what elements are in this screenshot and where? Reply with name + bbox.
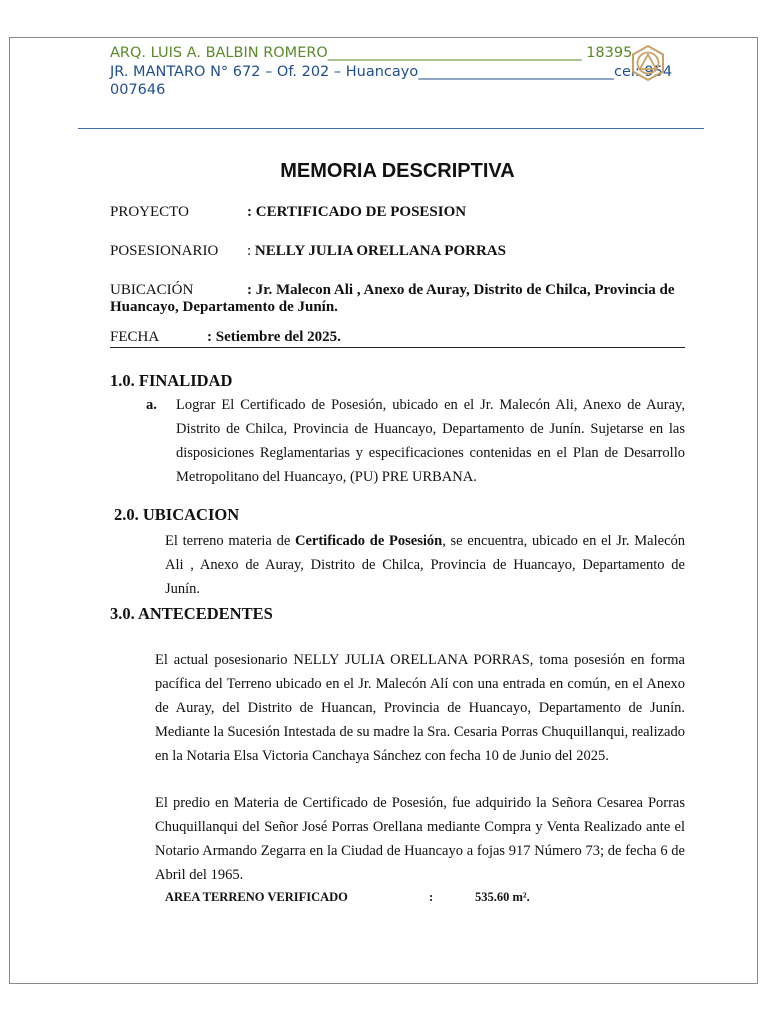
antecedentes-paragraph-2: El predio en Materia de Certificado de Posesión, fue adquirido la Señora Cesarea Porras Chuquillanqui del Señor José Porras Orellana mediante Compra y Venta Realizado ante el Notario Armando Zegarra en la Ciudad de Huancayo a fojas 917 Número 73; de fecha 6 de Abril del 1965. — [155, 795, 685, 883]
field-posesionario — [110, 243, 685, 260]
field-label: POSESIONARIO — [110, 243, 219, 259]
field-label: UBICACIÓN — [110, 282, 194, 298]
ubicacion-text-before: El terreno materia de — [165, 533, 295, 549]
area-label: AREA TERRENO VERIFICADO — [165, 890, 348, 904]
field-value: NELLY JULIA ORELLANA PORRAS — [254, 243, 506, 259]
antecedentes-paragraph-1: El actual posesionario NELLY JULIA ORELLANA PORRAS, toma posesión en forma pacífica del Terreno ubicado en el Jr. Malecón Alí con una entrada en común, en el Anexo de Auray, del Distrito de Huancan, Provincia de Huancayo, Departamento de Junín. Mediante la Sucesión Intestada de su madre la Sra. Cesaria Porras Chuquillanqui, realizado en la Notaria Elsa Victoria Canchaya Sánchez con fecha 10 de Junio del 2025. — [155, 652, 685, 764]
address-phone-line: JR. MANTARO N° 672 – Of. 202 – Huancayo___________________________cel: 954 007646 — [110, 63, 673, 98]
architect-name-line: ARQ. LUIS A. BALBIN ROMERO___________________________________ 18395 — [110, 45, 633, 61]
section-heading-finalidad: 1.0. FINALIDAD — [110, 371, 233, 390]
area-colon: : — [429, 890, 434, 904]
document-title: MEMORIA DESCRIPTIVA — [280, 160, 515, 182]
field-label: PROYECTO — [110, 204, 189, 220]
field-label: FECHA — [110, 329, 160, 345]
header-divider — [78, 128, 704, 129]
field-proyecto — [110, 204, 685, 221]
letterhead — [110, 44, 690, 100]
field-ubicacion — [110, 282, 685, 316]
triangle-in-circle-hexagon-icon — [630, 44, 666, 82]
section-heading-antecedentes: 3.0. ANTECEDENTES — [110, 604, 273, 623]
ubicacion-text-after: , se encuentra, ubicado en el Jr. Malecón Ali , Anexo de Auray, Distrito de Chilca, Provincia de Huancayo, Departamento de Junín. — [165, 533, 685, 597]
field-value: : Jr. Malecon Ali , Anexo de Auray, Distrito de Chilca, Provincia de Huancayo, Departamento de Junín. — [110, 282, 675, 315]
ubicacion-paragraph — [165, 529, 685, 601]
list-marker: a. — [146, 397, 157, 413]
field-value-prefix: : — [247, 243, 255, 259]
area-value: 535.60 m². — [475, 890, 530, 904]
ubicacion-text-bold: Certificado de Posesión — [295, 533, 443, 549]
finalidad-paragraph: Lograr El Certificado de Posesión, ubicado en el Jr. Malecón Ali, Anexo de Auray, Distrito de Chilca, Provincia de Huancayo, Departamento de Junín. Sujetarse en las disposiciones Reglamentarias y especificaciones contenidas en el Plan de Desarrollo Metropolitano del Huancayo, (PU) PRE URBANA. — [176, 397, 685, 485]
field-value: : CERTIFICADO DE POSESION — [247, 204, 467, 220]
fields-divider — [110, 347, 685, 348]
section-heading-ubicacion: 2.0. UBICACION — [114, 505, 240, 524]
field-fecha — [110, 329, 685, 346]
field-value: : Setiembre del 2025. — [207, 329, 341, 345]
